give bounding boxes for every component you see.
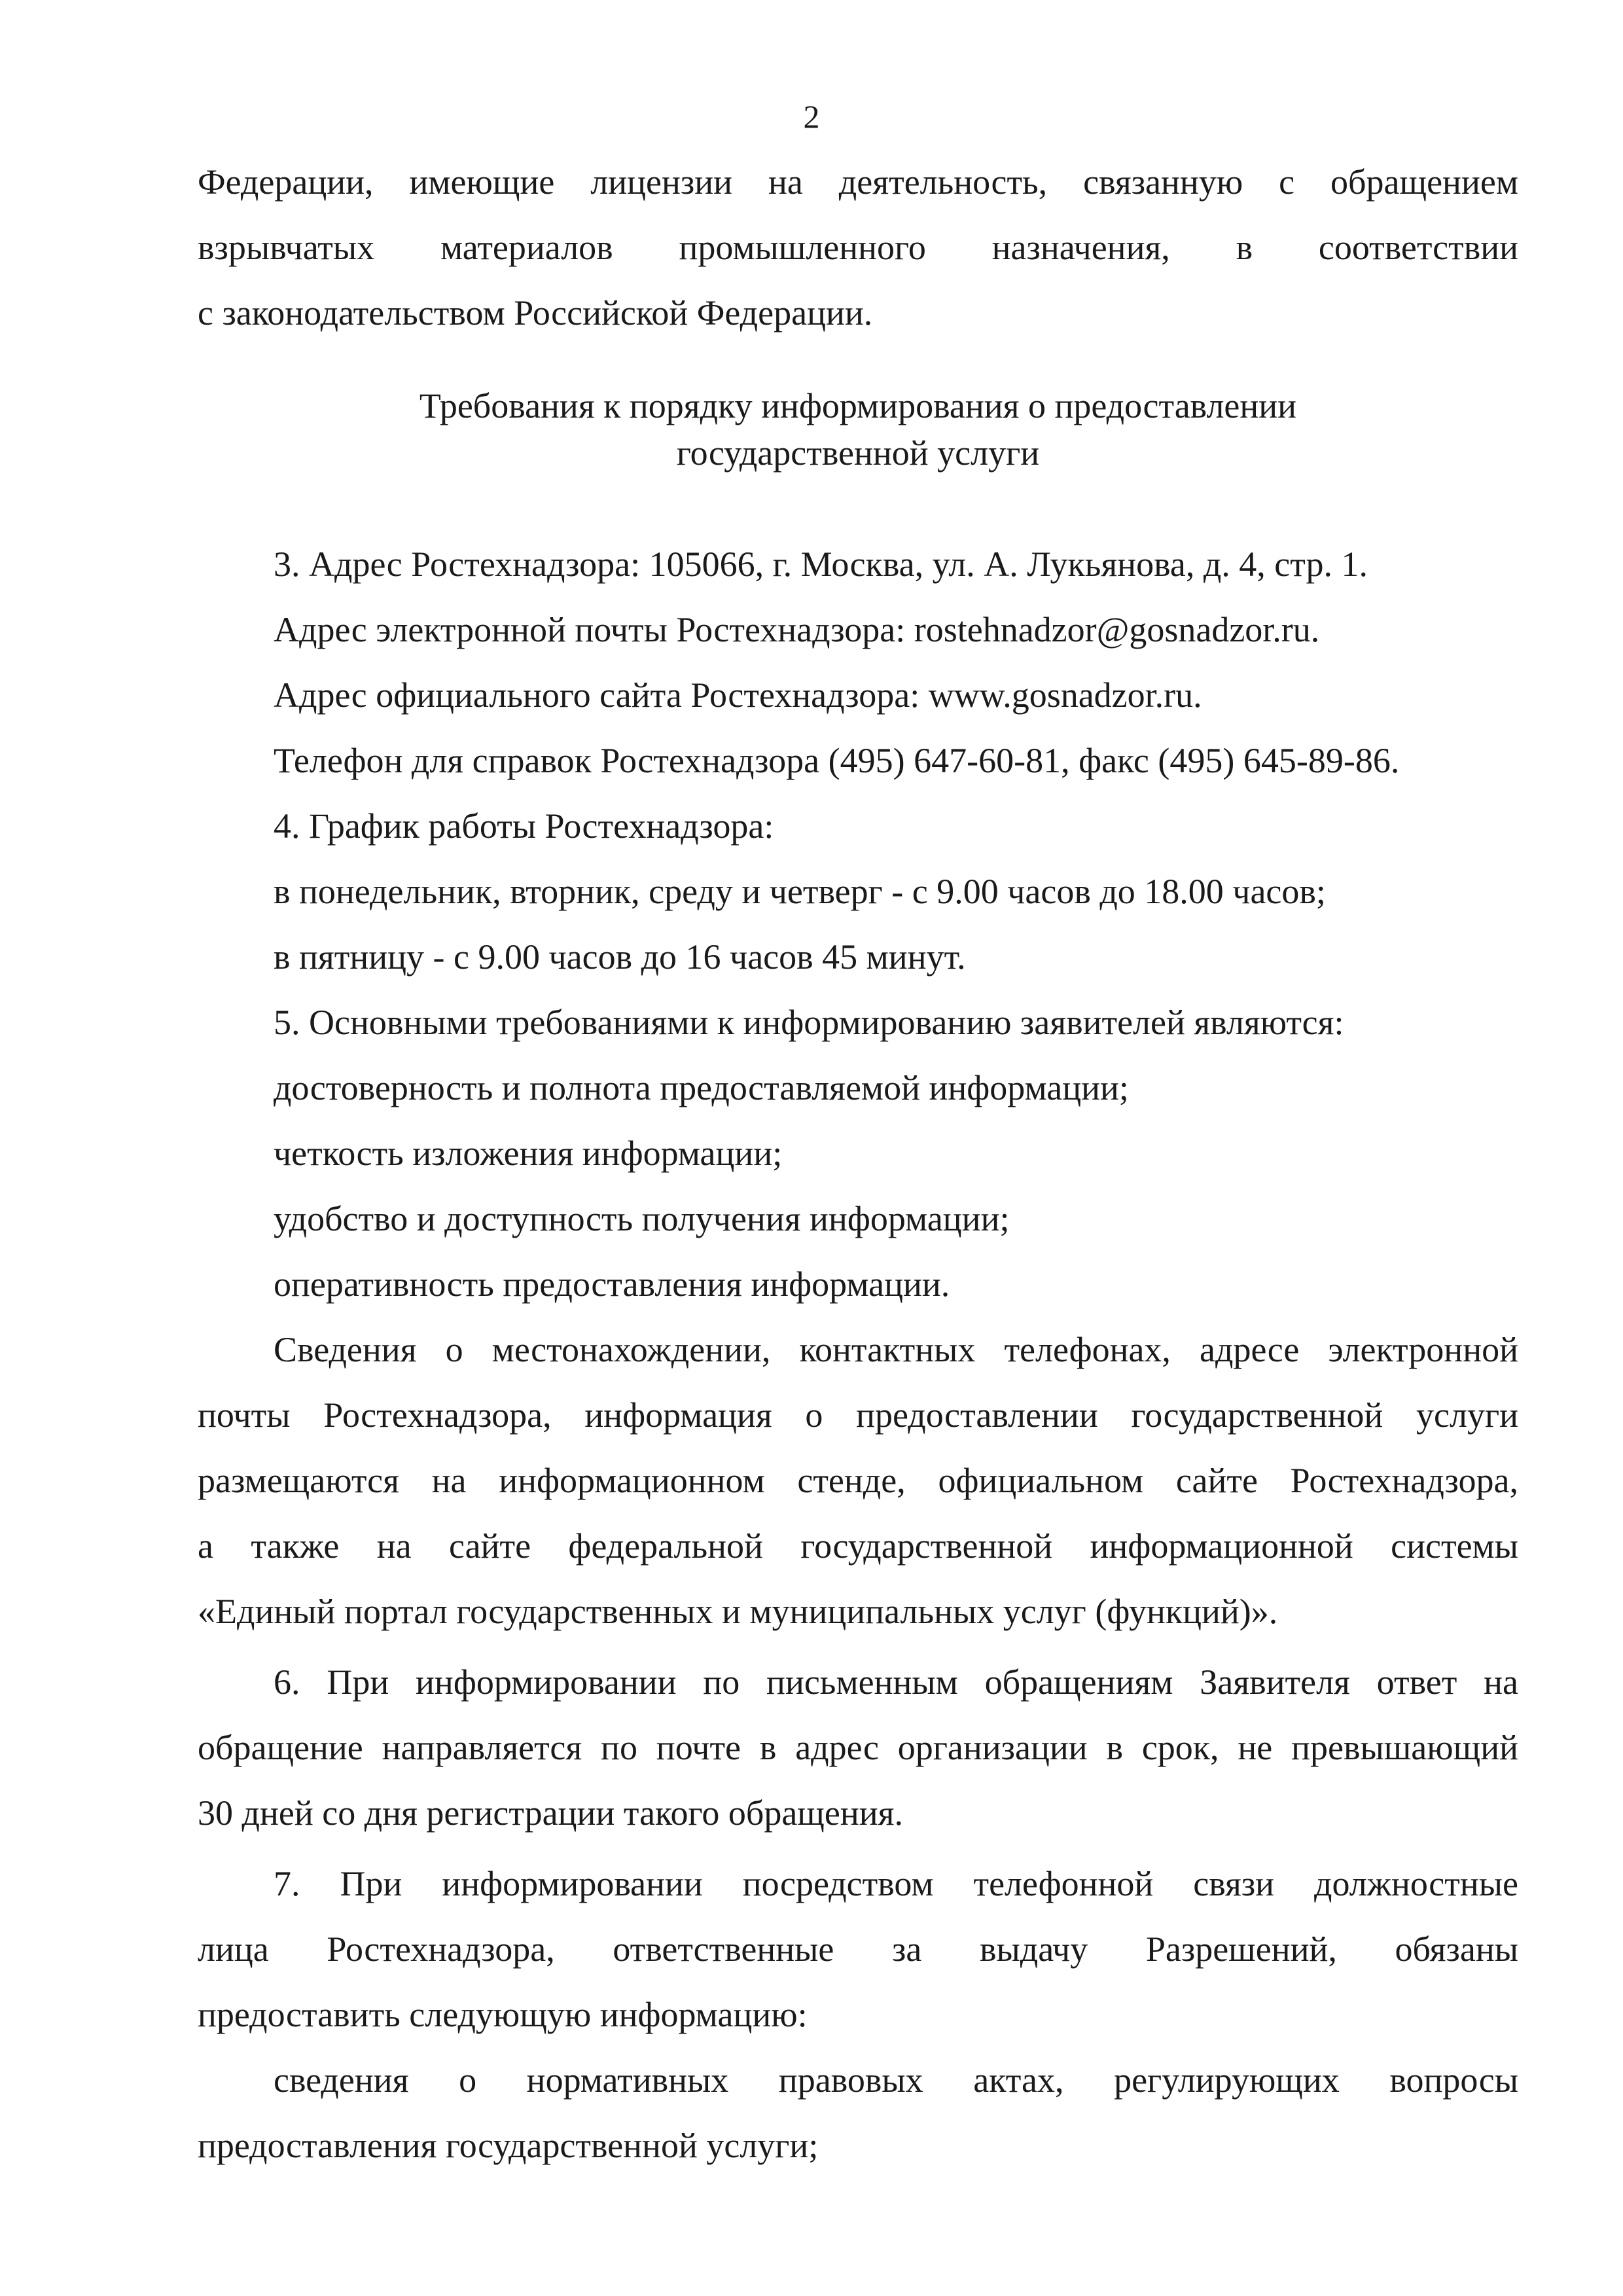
text-line: в пятницу - с 9.00 часов до 16 часов 45 минут. [274,937,966,977]
text-line: 4. График работы Ростехнадзора: [274,806,774,846]
text-line: 6. При информировании по письменным обращениям Заявителя ответ на [274,1662,1518,1702]
text-line: 7. При информировании посредством телефонной связи должностные [274,1864,1518,1903]
text-line: предоставления государственной услуги; [198,2126,819,2165]
text-line: «Единый портал государственных и муниципальных услуг (функций)». [198,1592,1278,1631]
text-line: предоставить следующую информацию: [198,1995,808,2034]
section-heading [198,382,1518,476]
text-line: Телефон для справок Ростехнадзора (495) 647-60-81, факс (495) 645-89-86. [274,741,1400,780]
intro-paragraph [198,149,1518,346]
text-line: размещаются на информационном стенде, официальном сайте Ростехнадзора, [198,1461,1518,1500]
text-line: оперативность предоставления информации. [274,1265,950,1304]
text-line: 3. Адрес Ростехнадзора: 105066, г. Москва, ул. А. Лукьянова, д. 4, стр. 1. [274,545,1368,584]
text-line: в понедельник, вторник, среду и четверг - с 9.00 часов до 18.00 часов; [274,872,1326,911]
info-placement-paragraph [198,1317,1518,1644]
paragraph-7 [198,1851,1518,2047]
text-line: 30 дней со дня регистрации такого обращения. [198,1793,903,1833]
page-number: 2 [803,98,820,135]
text-line: почты Ростехнадзора, информация о предоставлении государственной услуги [198,1395,1518,1435]
heading-line: государственной услуги [676,433,1040,473]
heading-line: Требования к порядку информирования о предоставлении [419,386,1297,425]
text-line: Адрес официального сайта Ростехнадзора: www.gosnadzor.ru. [274,675,1202,715]
text-line: достоверность и полнота предоставляемой информации; [274,1068,1129,1107]
text-line: сведения о нормативных правовых актах, регулирующих вопросы [274,2060,1518,2100]
text-line: Адрес электронной почты Ростехнадзора: rostehnadzor@gosnadzor.ru. [274,610,1320,649]
document-body [198,149,1518,2178]
text-line: Сведения о местонахождении, контактных телефонах, адресе электронной [274,1330,1518,1369]
text-line: взрывчатых материалов промышленного назначения, в соответствии [198,228,1518,267]
text-line: удобство и доступность получения информации; [274,1199,1010,1238]
contacts-and-schedule [198,531,1518,1317]
paragraph-6 [198,1649,1518,1846]
text-line: с законодательством Российской Федерации. [198,293,873,332]
text-line: Федерации, имеющие лицензии на деятельность, связанную с обращением [198,162,1518,202]
text-line: четкость изложения информации; [274,1134,783,1173]
text-line: 5. Основными требованиями к информированию заявителей являются: [274,1003,1344,1042]
text-line: обращение направляется по почте в адрес организации в срок, не превышающий [198,1728,1518,1767]
text-line: лица Ростехнадзора, ответственные за выдачу Разрешений, обязаны [198,1929,1518,1969]
text-line: а также на сайте федеральной государственной информационной системы [198,1526,1518,1566]
paragraph-regulations [198,2047,1518,2178]
